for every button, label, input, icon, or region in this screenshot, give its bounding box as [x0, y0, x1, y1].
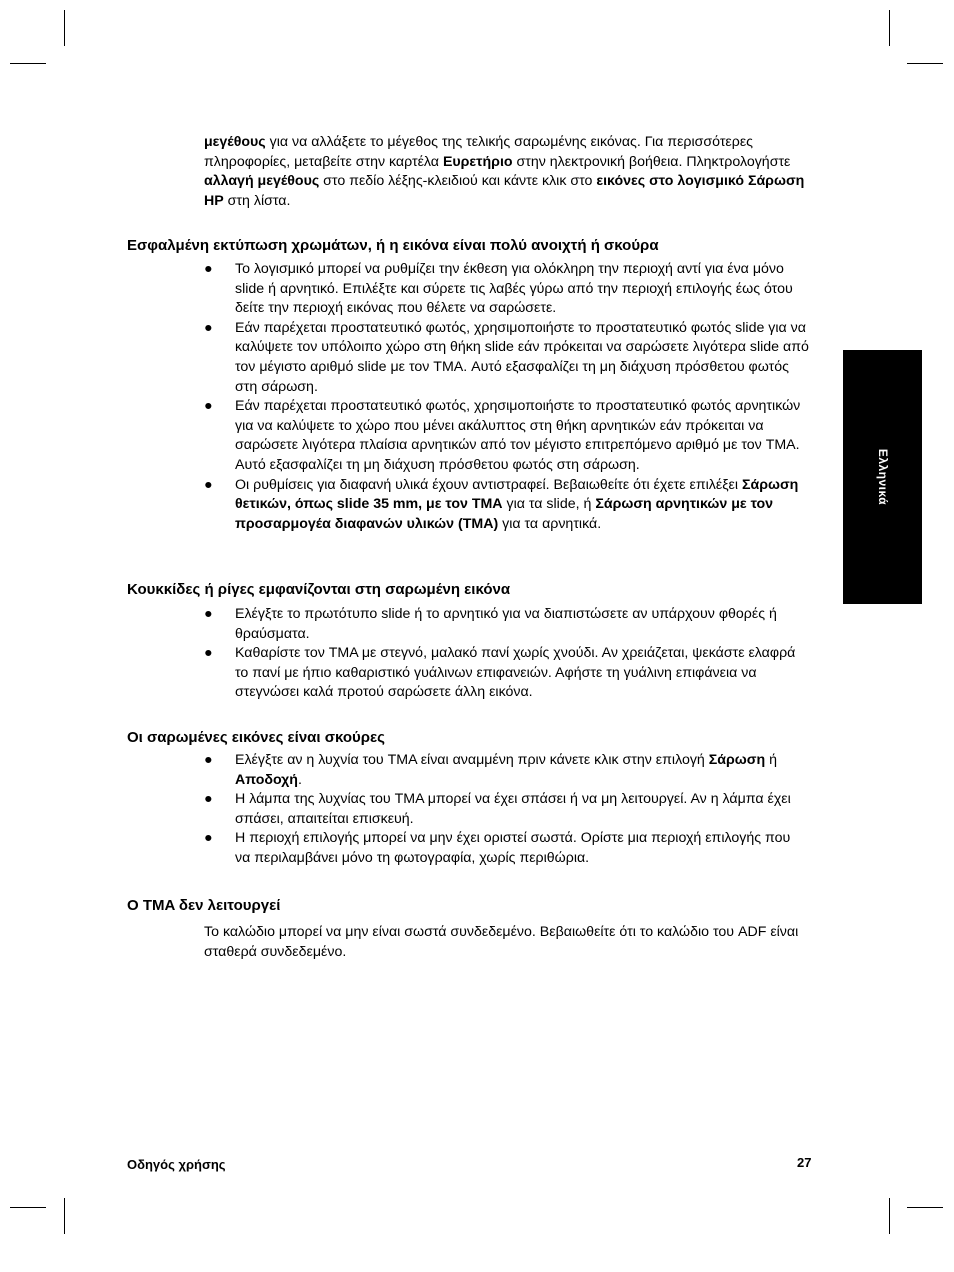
crop-mark — [889, 10, 890, 46]
text-run: ή — [765, 752, 777, 768]
bullet-icon: ● — [204, 606, 213, 622]
page-number: 27 — [797, 1155, 812, 1170]
crop-mark — [64, 1198, 65, 1234]
term-scan-negatives: Σάρωση αρνητικών με τον προσαρμογέα διαφανών υλικών (TMA) — [235, 496, 774, 532]
bullet-icon: ● — [204, 319, 213, 336]
text-run: για να αλλάξετε το μέγεθος της τελικής σαρωμένης εικόνας. Για περισσότερες πληροφορίες, μεταβείτε στην καρτέλα — [204, 134, 753, 170]
crop-mark — [10, 1207, 46, 1208]
term-size: μεγέθους — [204, 134, 266, 150]
bullet-list — [204, 260, 809, 534]
term-scan-positives: Σάρωση θετικών, όπως slide 35 mm, με τον TMA — [235, 476, 799, 513]
list-item — [204, 829, 809, 868]
list-item — [204, 790, 809, 829]
term-scan: Σάρωση — [708, 752, 766, 768]
text-run: για τα αρνητικά. — [498, 515, 602, 532]
list-item — [204, 260, 809, 319]
list-item-text: Η λάμπα της λυχνίας του TMA μπορεί να έχει σπάσει ή να μη λειτουργεί. Αν η λάμπα έχει σπάσει, απαιτείται επισκευή. — [235, 791, 791, 827]
term-hp-scan-images: εικόνες στο λογισμικό Σάρωση HP — [204, 173, 805, 209]
crop-mark — [907, 1207, 943, 1208]
bullet-icon: ● — [204, 752, 213, 768]
text-run: . — [297, 771, 302, 788]
footer-guide-title: Οδηγός χρήσης — [127, 1157, 226, 1172]
section-heading: Εσφαλμένη εκτύπωση χρωμάτων, ή η εικόνα είναι πολύ ανοιχτή ή σκούρα — [127, 237, 659, 254]
list-item — [204, 319, 809, 397]
text-run: Οι ρυθμίσεις για διαφανή υλικά έχουν αντιστραφεί. Βεβαιωθείτε ότι έχετε επιλέξει — [235, 476, 742, 493]
bullet-icon: ● — [204, 645, 213, 662]
language-tab — [843, 350, 922, 604]
crop-mark — [64, 10, 65, 46]
crop-mark — [10, 63, 46, 64]
text-run: στο πεδίο λέξης-κλειδιού και κάντε κλικ στο — [319, 173, 597, 190]
crop-mark — [907, 63, 943, 64]
crop-mark — [889, 1198, 890, 1234]
text-run: στη λίστα. — [223, 192, 291, 209]
language-tab-label: Ελληνικά — [875, 448, 890, 506]
bullet-icon: ● — [204, 398, 213, 415]
bullet-icon: ● — [204, 830, 213, 847]
section-heading: Ο TMA δεν λειτουργεί — [127, 897, 281, 914]
text-run: για τα slide, ή — [502, 496, 596, 513]
list-item — [204, 644, 809, 703]
list-item-text: Η περιοχή επιλογής μπορεί να μην έχει οριστεί σωστά. Ορίστε μια περιοχή επιλογής που να περιλαμβάνει μόνο τη φωτογραφία, χωρίς περιθώρια. — [235, 830, 791, 866]
bullet-icon: ● — [204, 791, 213, 808]
list-item-text: Εάν παρέχεται προστατευτικό φωτός, χρησιμοποιήστε το προστατευτικό φωτός slide για να καλύψετε τον υπόλοιπο χώρο στη θήκη slide εάν πρόκειται να σαρώσετε λιγότερα slide από τον μέγιστο αριθμό slide με τον TMA. Αυτό εξασφαλίζει τη μη διάχυση πρόσθετου φωτός στη σάρωση. — [235, 319, 809, 395]
bullet-list — [204, 605, 809, 703]
bullet-list — [204, 751, 809, 869]
list-item-text: Καθαρίστε τον TMA με στεγνό, μαλακό πανί χωρίς χνούδι. Αν χρειάζεται, ψεκάστε ελαφρά το πανί με ήπιο καθαριστικό γυάλινων επιφανειών. Αφήστε τη γυάλινη επιφάνεια να στεγνώσει καλά προτού σαρώσετε άλλη εικόνα. — [235, 645, 796, 701]
bullet-icon: ● — [204, 476, 213, 493]
bullet-icon: ● — [204, 261, 213, 277]
term-resize: αλλαγή μεγέθους — [204, 173, 320, 190]
list-item — [204, 397, 809, 475]
list-item-text: Εάν παρέχεται προστατευτικό φωτός, χρησιμοποιήστε το προστατευτικό φωτός αρνητικών για να καλύψετε το χώρο που μένει ακάλυπτος στη θήκη αρνητικών εάν πρόκειται να σαρώσετε λιγότερα πλαίσια αρνητικών από τον μέγιστο επιτρεπόμενο αριθμό με τον TMA. Αυτό εξασφαλίζει τη μη διάχυση πρόσθετου φωτός στη σάρωση. — [235, 398, 801, 473]
section-heading: Κουκκίδες ή ρίγες εμφανίζονται στη σαρωμένη εικόνα — [127, 581, 511, 598]
list-item — [204, 476, 809, 535]
intro-paragraph — [204, 133, 809, 211]
text-run: Ελέγξτε αν η λυχνία του TMA είναι αναμμένη πριν κάνετε κλικ στην επιλογή — [235, 752, 709, 768]
text-run: στην ηλεκτρονική βοήθεια. Πληκτρολογήστε — [512, 153, 791, 170]
term-accept: Αποδοχή — [235, 771, 298, 788]
term-index: Ευρετήριο — [442, 153, 513, 170]
list-item-text: Το λογισμικό μπορεί να ρυθμίζει την έκθεση για ολόκληρη την περιοχή αντί για ένα μόνο slide ή αρνητικό. Επιλέξτε και σύρετε τις λαβές γύρω από την περιοχή επιλογής έως ότου δείτε την περιοχή εικόνας που θέλετε να σαρώσετε. — [235, 261, 793, 317]
section-heading: Οι σαρωμένες εικόνες είναι σκούρες — [127, 729, 385, 746]
list-item — [204, 751, 809, 790]
section-body: Το καλώδιο μπορεί να μην είναι σωστά συνδεδεμένο. Βεβαιωθείτε ότι το καλώδιο του ADF είναι σταθερά συνδεδεμένο. — [204, 924, 799, 960]
list-item-text: Ελέγξτε το πρωτότυπο slide ή το αρνητικό για να διαπιστώσετε αν υπάρχουν φθορές ή θραύσματα. — [235, 606, 777, 642]
list-item — [204, 605, 809, 644]
